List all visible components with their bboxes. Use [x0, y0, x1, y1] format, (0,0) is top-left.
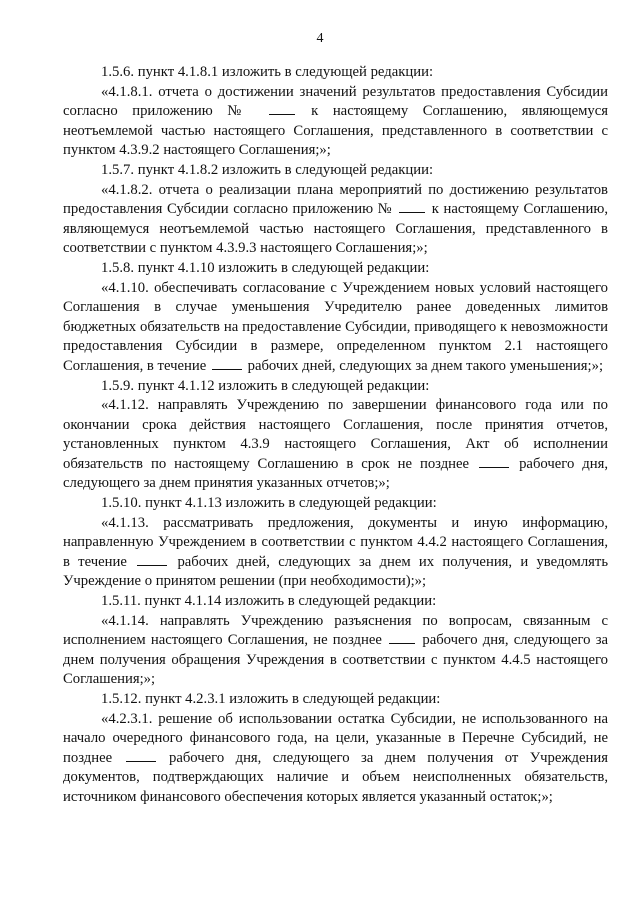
item-text-part: «4.1.10. обеспечивать согласование с Учреждением новых условий настоящего Соглашения в случае уменьшения Учредителю ранее доведенных лимитов бюджетных обязательств на предоставление Субсидии, приводящего к невозможности предоставления Субсидии в размере, определенном пунктом 2.1 настоящего Соглашения, в течение — [63, 279, 608, 374]
item-heading: 1.5.6. пункт 4.1.8.1 изложить в следующей редакции: — [101, 64, 434, 80]
item-text-part: к настоящему Соглашению, являющемуся неотъемлемой частью настоящего Соглашения, представленного в соответствии с пунктом 4.3.9.2 настоящего Соглашения;»; — [63, 103, 609, 159]
blank-line — [126, 760, 156, 762]
item-heading: 1.5.9. пункт 4.1.12 изложить в следующей редакции: — [101, 377, 430, 394]
document-body — [63, 63, 608, 808]
item-text-part: «4.1.13. рассматривать предложения, документы и иную информацию, направленную Учреждением в соответствии с пунктом 4.4.2 настоящего Соглашения, в течение — [63, 514, 608, 570]
item-text-part: рабочего дня, следующего за днем принятия указанных отчетов;»; — [63, 455, 609, 492]
item-text-part: рабочих дней, следующих за днем такого уменьшения;»; — [247, 357, 604, 374]
item-text-part: «4.2.3.1. решение об использовании остатка Субсидии, не использованного на начало очередного финансового года, на цели, указанные в Перечне Субсидий, не позднее — [63, 710, 608, 766]
blank-line — [269, 113, 295, 115]
blank-line — [399, 211, 425, 213]
item-text-part: рабочего дня, следующего за днем получения обращения Учреждения в соответствии с пунктом 4.4.5 настоящего Соглашения;»; — [63, 632, 609, 688]
item-text — [63, 514, 608, 592]
item-text — [63, 181, 608, 259]
item-text-part: «4.1.12. направлять Учреждению по завершении финансового года или по окончании срока действия настоящего Соглашения, после принятия отчетов, установленных пунктом 4.3.9 настоящего Соглашения, Акт об исполнении обязательств по настоящему Соглашению в срок не позднее — [63, 397, 608, 472]
item-heading: 1.5.12. пункт 4.2.3.1 изложить в следующей редакции: — [101, 691, 441, 707]
item-heading: 1.5.11. пункт 4.1.14 изложить в следующей редакции: — [101, 593, 437, 610]
item-text-part: рабочих дней, следующих за днем их получения, и уведомлять Учреждение о принятом решении (при необходимости);»; — [63, 553, 609, 590]
item-text — [63, 612, 608, 690]
item-text-part: «4.1.8.2. отчета о реализации плана мероприятий по достижению результатов предоставления Субсидии согласно приложению № — [63, 181, 608, 218]
item-text — [63, 83, 608, 161]
blank-line — [479, 466, 509, 468]
item-text — [63, 710, 608, 808]
blank-line — [137, 564, 167, 566]
item-text-part: «4.1.8.1. отчета о достижении значений результатов предоставления Субсидии согласно приложению № — [63, 83, 608, 120]
item-text — [63, 396, 608, 494]
item-text-part: к настоящему Соглашению, являющемуся неотъемлемой частью настоящего Соглашения, представленного в соответствии с пунктом 4.3.9.3 настоящего Соглашения;»; — [63, 201, 608, 257]
item-text-part: «4.1.14. направлять Учреждению разъяснения по вопросам, связанным с исполнением настоящего Соглашения, не позднее — [63, 612, 608, 649]
item-text-part: рабочего дня, следующего за днем получения от Учреждения документов, подтверждающих наличие и объем неисполненных обязательств, источником финансового обеспечения которых является указанный остаток;»; — [63, 749, 608, 805]
item-heading: 1.5.7. пункт 4.1.8.2 изложить в следующей редакции: — [101, 161, 434, 178]
item-text — [63, 279, 608, 377]
item-heading: 1.5.8. пункт 4.1.10 изложить в следующей редакции: — [101, 259, 430, 276]
page-number: 4 — [316, 31, 324, 46]
blank-line — [212, 368, 242, 370]
blank-line — [389, 642, 415, 644]
item-heading: 1.5.10. пункт 4.1.13 изложить в следующей редакции: — [101, 495, 437, 512]
